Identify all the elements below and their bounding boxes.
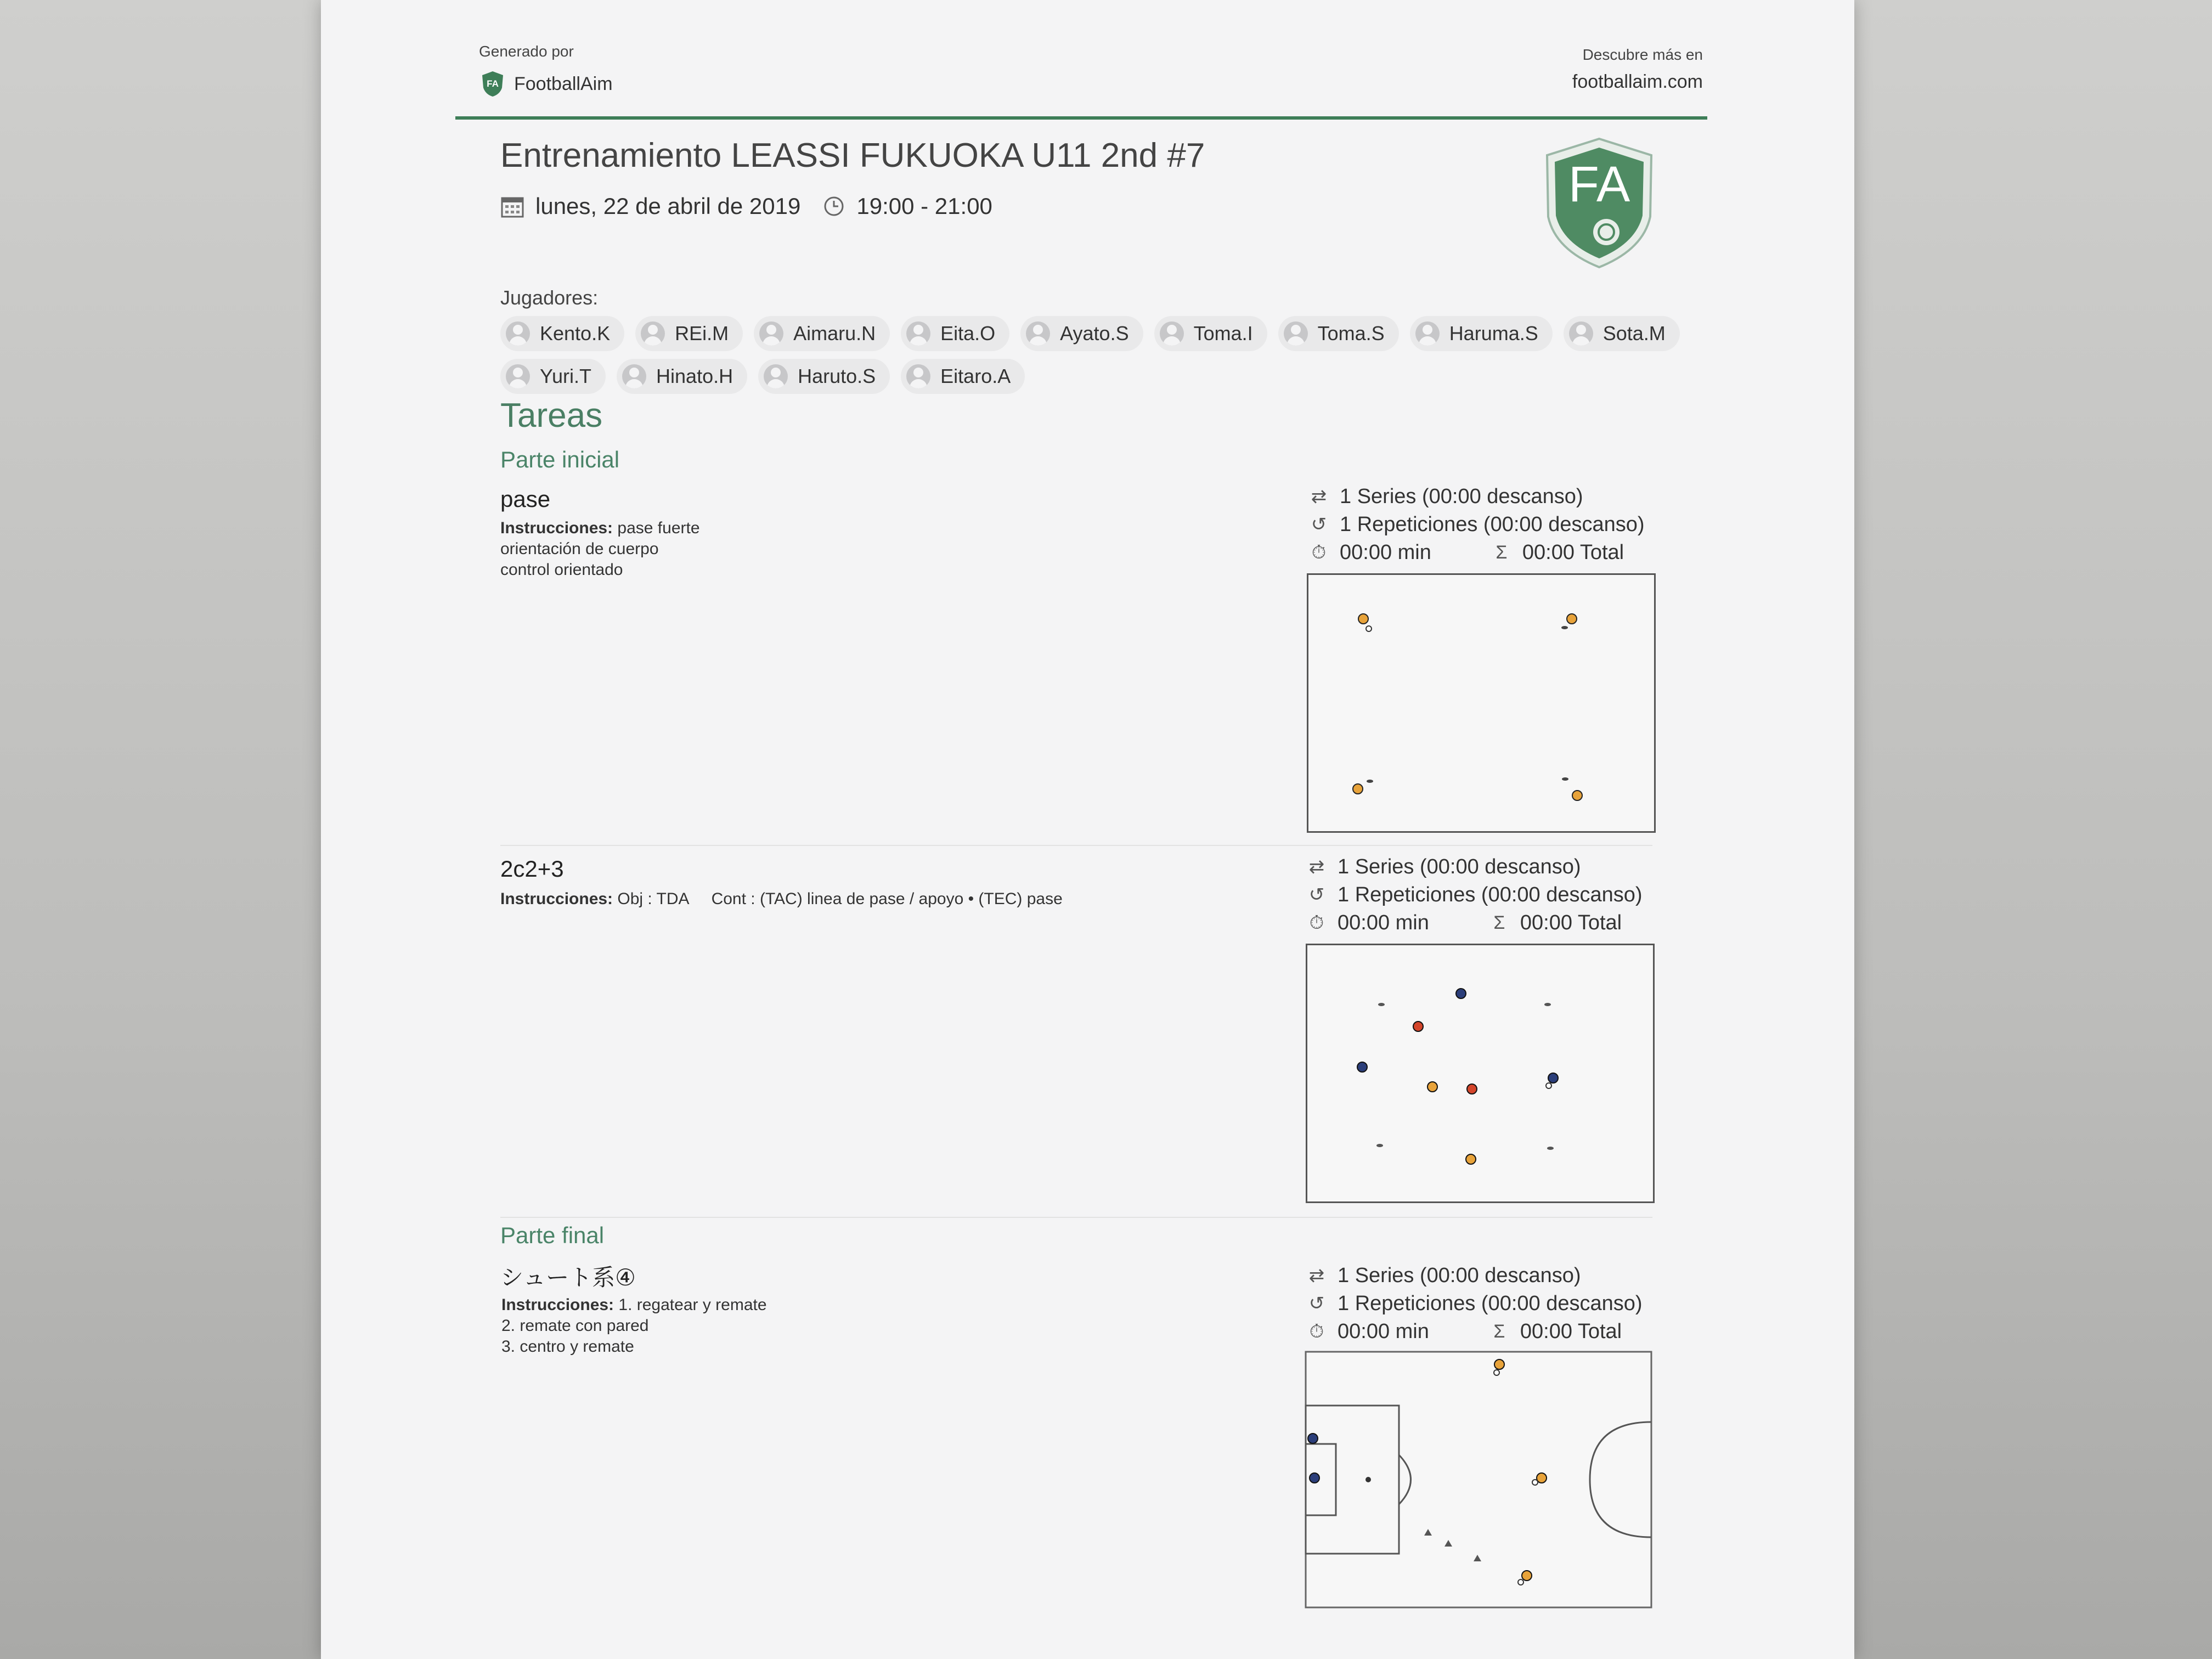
calendar-icon xyxy=(500,194,524,218)
player-chip[interactable]: Toma.I xyxy=(1154,316,1267,351)
player-chip[interactable]: Yuri.T xyxy=(500,359,606,394)
task-diagram xyxy=(1305,1351,1652,1609)
task-name: 2c2+3 xyxy=(500,856,564,882)
avatar-icon xyxy=(1284,321,1308,346)
task-instructions: Instrucciones: pase fuerte orientación de cuerpo control orientado xyxy=(500,519,700,579)
player-marker xyxy=(1357,1062,1367,1072)
part-separator xyxy=(500,1217,1652,1218)
player-marker xyxy=(1358,614,1372,631)
stopwatch-icon: ⏱ xyxy=(1309,912,1324,933)
repeat-icon: ⇄ xyxy=(1311,486,1327,507)
player-marker xyxy=(1456,989,1466,998)
repeat-icon: ⇄ xyxy=(1308,1265,1325,1286)
players-label: Jugadores: xyxy=(500,286,599,309)
avatar-icon xyxy=(906,321,930,346)
player-marker xyxy=(1466,1154,1476,1164)
avatar-icon xyxy=(622,364,646,388)
player-marker xyxy=(1561,614,1577,629)
avatar-icon xyxy=(759,321,783,346)
footballaim-logo xyxy=(1531,134,1668,272)
task-instructions: Instrucciones: Obj : TDA Cont : (TAC) linea de pase / apoyo • (TEC) pase xyxy=(500,890,1063,908)
tasks-heading: Tareas xyxy=(500,397,603,435)
player-marker xyxy=(1562,777,1582,800)
task-diagram xyxy=(1307,573,1656,833)
task-name: pase xyxy=(500,486,551,512)
player-chip[interactable]: Ayato.S xyxy=(1020,316,1143,351)
player-chip[interactable]: Toma.S xyxy=(1278,316,1399,351)
task-stats: ⇄ 1 Series (00:00 descanso) ↺ 1 Repeticiones (00:00 descanso) ⏱ 00:00 min Σ 00:00 Total xyxy=(1306,853,1643,937)
svg-text:FA: FA xyxy=(487,78,499,89)
avatar-icon xyxy=(764,364,788,388)
session-datetime xyxy=(500,193,992,219)
brand-name: FootballAim xyxy=(514,73,613,94)
avatar-icon xyxy=(506,321,530,346)
players-list xyxy=(500,316,1680,394)
instructions-label: Instrucciones: xyxy=(500,519,613,537)
player-chip[interactable]: Kento.K xyxy=(500,316,624,351)
session-title: Entrenamiento LEASSI FUKUOKA U11 2nd #7 xyxy=(500,137,1205,174)
player-chip[interactable]: Eita.O xyxy=(901,316,1009,351)
cone-markers xyxy=(1376,1003,1554,1150)
instructions-label: Instrucciones: xyxy=(500,890,613,908)
instructions-label: Instrucciones: xyxy=(501,1296,614,1314)
stopwatch-icon: ⏱ xyxy=(1309,1321,1324,1342)
player-marker xyxy=(1467,1084,1477,1094)
task-stats: ⇄ 1 Series (00:00 descanso) ↺ 1 Repeticiones (00:00 descanso) ⏱ 00:00 min Σ 00:00 Total xyxy=(1308,483,1645,567)
sigma-icon: Σ xyxy=(1493,912,1505,933)
part-initial-heading: Parte inicial xyxy=(500,447,620,472)
header-divider xyxy=(455,116,1707,120)
sigma-icon: Σ xyxy=(1493,1321,1505,1342)
avatar-icon xyxy=(906,364,930,388)
avatar-icon xyxy=(1415,321,1440,346)
site-link[interactable]: footballaim.com xyxy=(1572,71,1703,92)
avatar-icon xyxy=(506,364,530,388)
task-stats: ⇄ 1 Series (00:00 descanso) ↺ 1 Repeticiones (00:00 descanso) ⏱ 00:00 min Σ 00:00 Total xyxy=(1306,1262,1643,1346)
player-chip[interactable]: Sota.M xyxy=(1564,316,1680,351)
avatar-icon xyxy=(1026,321,1050,346)
avatar-icon xyxy=(641,321,665,346)
player-chip[interactable]: Aimaru.N xyxy=(754,316,890,351)
clock-icon xyxy=(822,195,845,218)
sigma-icon: Σ xyxy=(1496,542,1508,563)
discover-label: Descubre más en xyxy=(1582,46,1703,63)
task-instructions: Instrucciones: 1. regatear y remate 2. remate con pared 3. centro y remate xyxy=(501,1296,767,1356)
player-chip[interactable]: Haruto.S xyxy=(758,359,890,394)
svg-text:FA: FA xyxy=(1568,156,1630,212)
player-chip[interactable]: Haruma.S xyxy=(1410,316,1553,351)
player-marker xyxy=(1310,1473,1319,1483)
brand-row xyxy=(480,70,613,98)
player-chip[interactable]: Eitaro.A xyxy=(901,359,1025,394)
redo-icon: ↺ xyxy=(1308,884,1325,905)
session-time: 19:00 - 21:00 xyxy=(856,193,992,219)
session-date: lunes, 22 de abril de 2019 xyxy=(535,193,801,219)
redo-icon: ↺ xyxy=(1308,1293,1325,1314)
player-marker xyxy=(1308,1434,1318,1443)
avatar-icon xyxy=(1569,321,1593,346)
task-diagram xyxy=(1306,944,1655,1203)
avatar-icon xyxy=(1160,321,1184,346)
brand-shield-icon xyxy=(480,70,505,98)
task-name: シュート系④ xyxy=(500,1265,636,1290)
penalty-spot xyxy=(1365,1477,1371,1482)
generated-by-label: Generado por xyxy=(479,43,574,60)
stopwatch-icon: ⏱ xyxy=(1311,542,1327,563)
player-chip[interactable]: Hinato.H xyxy=(617,359,747,394)
part-final-heading: Parte final xyxy=(500,1222,605,1248)
repeat-icon: ⇄ xyxy=(1308,856,1325,877)
player-marker xyxy=(1413,1022,1423,1031)
player-marker xyxy=(1546,1073,1558,1088)
task-separator xyxy=(500,845,1652,846)
player-marker xyxy=(1353,780,1373,794)
player-chip[interactable]: REi.M xyxy=(635,316,743,351)
player-marker xyxy=(1427,1082,1437,1092)
redo-icon: ↺ xyxy=(1311,514,1327,535)
